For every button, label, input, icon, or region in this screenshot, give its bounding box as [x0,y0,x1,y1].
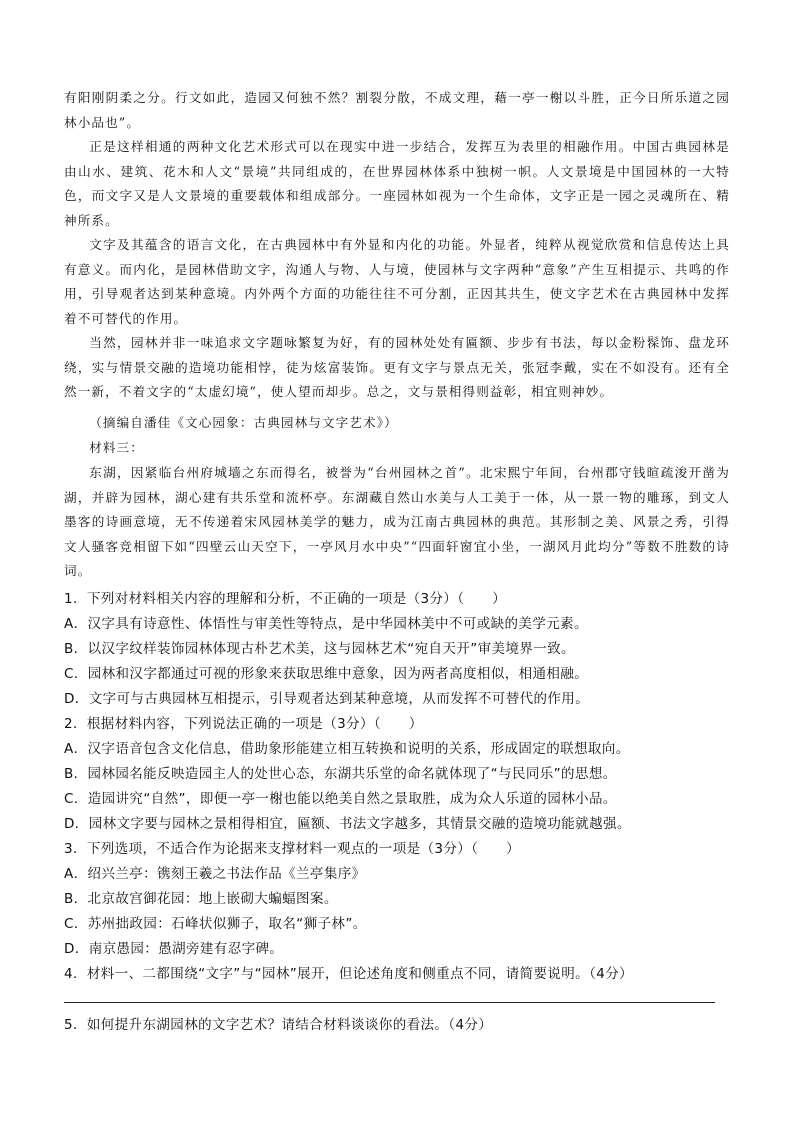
answer-option[interactable]: A．汉字具有诗意性、体悟性与审美性等特点，是中华园林美中不可或缺的美学元素。 [64,616,588,632]
text-paragraph: 有阳刚阴柔之分。行文如此，造园又何独不然？割裂分散，不成文理，藉一亭一榭以斗胜，正今日所乐道之园林小品也”。 [64,90,730,130]
answer-option[interactable]: D．南京愚园：愚湖旁建有忍字碑。 [64,941,284,957]
source-citation: （摘编自潘佳《文心园象：古典园林与文字艺术》） [89,415,398,430]
question-stem: 5．如何提升东湖园林的文字艺术？请结合材料谈谈你的看法。（4分） [64,1017,493,1033]
answer-option[interactable]: B．园林园名能反映造园主人的处世心态，东湖共乐堂的命名就体现了“与民同乐”的思想。 [64,766,617,782]
text-paragraph: 正是这样相通的两种文化艺术形式可以在现实中进一步结合，发挥互为表里的相融作用。中国古典园林是由山水、建筑、花木和人文“景境”共同组成的，在世界园林体系中独树一帜。人文景境是中国园林的一大特色，而文字又是人文景境的重要载体和组成部分。一座园林如视为一个生命体，文字正是一园之灵魂所在、精神所系。 [64,139,730,228]
material-heading: 材料三： [89,440,144,455]
question-stem: 2．根据材料内容，下列说法正确的一项是（3分）（ ） [64,716,423,732]
text-paragraph: 当然，园林并非一味追求文字题咏繁复为好，有的园林处处有匾额、步步有书法，每以金粉髹饰、盘龙环绕，实与情景交融的造境功能相悖，徒为炫富装饰。更有文字与景点无关，张冠李戴，实在不如没有。还有全然一新，不着文字的“太虚幻境”，使人望而却步。总之，文与景相得则益彰，相宜则神妙。 [64,335,730,399]
answer-option[interactable]: A．绍兴兰亭：镌刻王羲之书法作品《兰亭集序》 [64,866,366,882]
question-stem: 3．下列选项，不适合作为论据来支撑材料一观点的一项是（3分）（ ） [64,841,521,857]
question-stem: 4．材料一、二都围绕“文字”与“园林”展开，但论述角度和侧重点不同，请简要说明。（4分） [64,966,634,982]
text-paragraph: 文字及其蕴含的语言文化，在古典园林中有外显和内化的功能。外显者，纯粹从视觉欣赏和信息传达上具有意义。而内化，是园林借助文字，沟通人与物、人与境，使园林与文字两种“意象”产生互相提示、共鸣的作用，引导观者达到某种意境。内外两个方面的功能往往不可分割，正因其共生，使文字艺术在古典园林中发挥着不可替代的作用。 [64,237,730,326]
answer-option[interactable]: B．以汉字纹样装饰园林体现古朴艺术美，这与园林艺术“宛自天开”审美境界一致。 [64,641,575,657]
answer-option[interactable]: C．造园讲究“自然”，即便一亭一榭也能以绝美自然之景取胜，成为众人乐道的园林小品。 [64,791,617,807]
answer-option[interactable]: A．汉字语音包含文化信息，借助象形能建立相互转换和说明的关系，形成固定的联想取向。 [64,741,630,757]
text-paragraph: 东湖，因紧临台州府城墙之东而得名，被誉为“台州园林之首”。北宋熙宁年间，台州郡守钱暄疏浚开凿为湖，并辟为园林，湖心建有共乐堂和流杯亭。东湖藏自然山水美与人工美于一体，从一景一物的雕琢，到文人墨客的诗画意境，无不传递着宋风园林美学的魅力，成为江南古典园林的典范。其形制之美、风景之秀，引得文人骚客竞相留下如“四壁云山天空下，一亭风月水中央”“四面轩窗宜小坐，一湖风月此均分”等数不胜数的诗词。 [64,465,730,578]
answer-option[interactable]: B．北京故宫御花园：地上嵌砌大蝙蝠图案。 [64,891,338,907]
answer-option[interactable]: D．文字可与古典园林互相提示，引导观者达到某种意境，从而发挥不可替代的作用。 [64,691,590,707]
answer-option[interactable]: C．园林和汉字都通过可视的形象来获取思维中意象，因为两者高度相似，相通相融。 [64,666,589,682]
question-stem: 1．下列对材料相关内容的理解和分析，不正确的一项是（3分）（ ） [64,591,507,607]
answer-option[interactable]: C．苏州拙政园：石峰状似狮子，取名“狮子林”。 [64,916,367,932]
answer-line[interactable] [64,1002,715,1003]
answer-option[interactable]: D．园林文字要与园林之景相得相宜，匾额、书法文字越多，其情景交融的造境功能就越强。 [64,816,631,832]
